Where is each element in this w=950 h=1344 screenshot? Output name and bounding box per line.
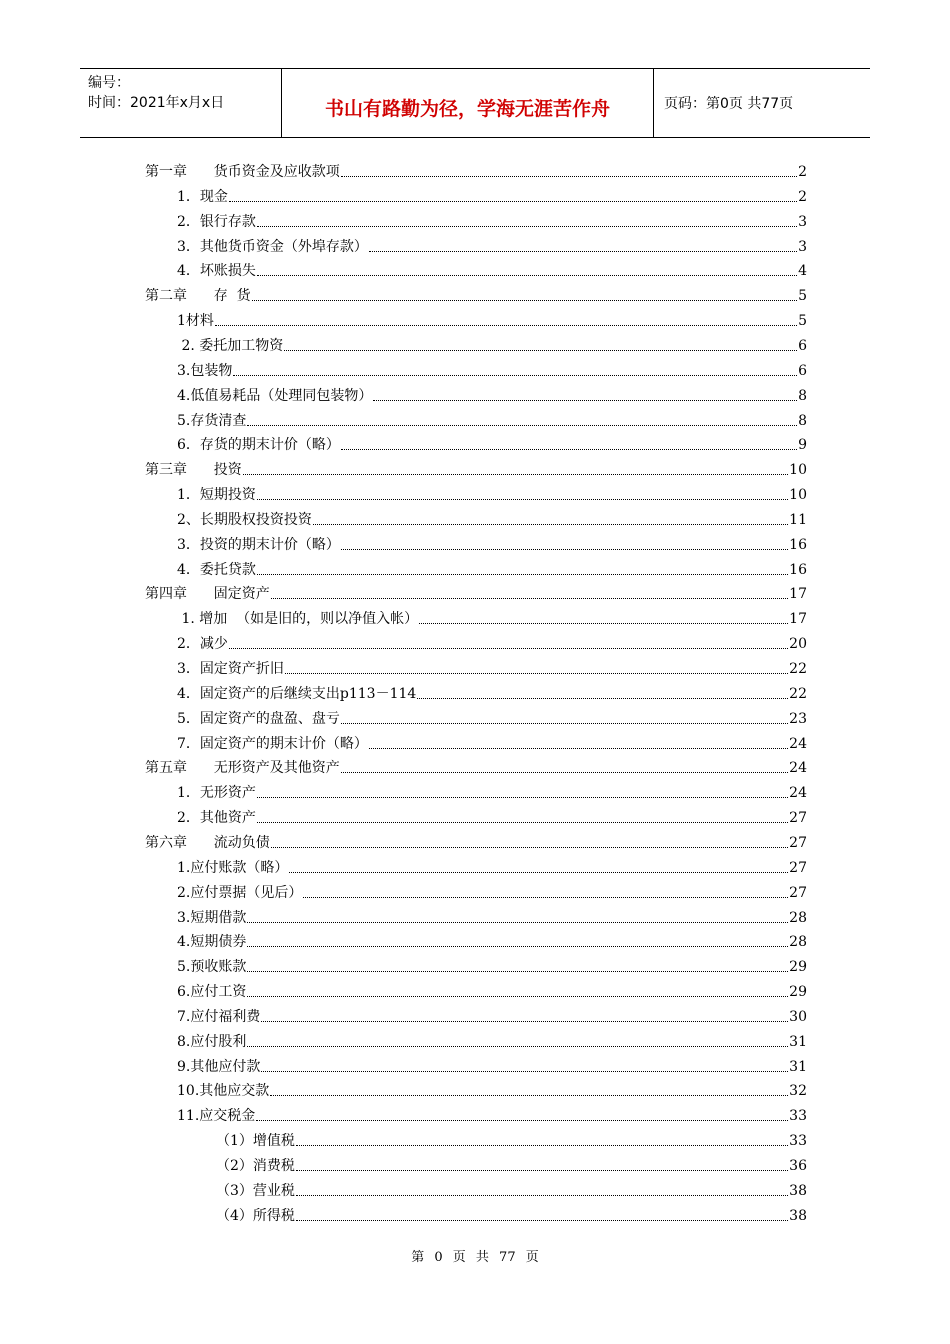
toc-entry-row[interactable] (177, 506, 807, 530)
toc-dot-leader (419, 622, 788, 624)
toc-entry-title: 1. 增加 （如是旧的，则以净值入帐） (177, 611, 419, 628)
toc-page-number: 2 (798, 164, 807, 180)
toc-page-number: 17 (789, 611, 807, 628)
toc-entry-row[interactable] (177, 531, 807, 555)
toc-entry-row[interactable] (177, 382, 807, 406)
toc-dot-leader (257, 573, 788, 575)
toc-entry-row[interactable] (177, 978, 807, 1002)
toc-entry-row[interactable] (177, 730, 807, 754)
toc-page-number: 11 (789, 511, 807, 528)
toc-chapter-row[interactable] (145, 829, 807, 853)
toc-entry-title: 第五章 无形资产及其他资产 (145, 760, 340, 777)
document-number-label: 编号： (88, 75, 130, 91)
toc-entry-row[interactable] (177, 332, 807, 356)
toc-dot-leader (285, 672, 788, 674)
toc-chapter-row[interactable] (145, 158, 807, 182)
toc-page-number: 6 (798, 362, 807, 379)
toc-entry-title: 5.存货清查 (177, 412, 247, 429)
page-header (80, 68, 870, 138)
toc-page-number: 28 (789, 934, 807, 951)
toc-dot-leader (270, 1094, 788, 1096)
toc-page-number: 17 (789, 586, 807, 603)
toc-entry-row[interactable] (177, 804, 807, 828)
toc-page-number: 24 (789, 785, 807, 802)
toc-page-number: 30 (789, 1008, 807, 1025)
toc-page-number: 31 (789, 1033, 807, 1050)
toc-page-number: 24 (789, 760, 807, 777)
toc-dot-leader (215, 324, 797, 326)
toc-page-number: 8 (798, 412, 807, 429)
toc-dot-leader (257, 225, 797, 227)
toc-page-number: 29 (789, 959, 807, 976)
toc-entry-row[interactable] (216, 1152, 807, 1176)
toc-entry-row[interactable] (177, 556, 807, 580)
header-motto: 书山有路勤为径，学海无涯苦作舟 (282, 69, 654, 137)
toc-entry-title: （3）营业税 (216, 1182, 295, 1199)
toc-entry-row[interactable] (177, 183, 807, 207)
toc-entry-row[interactable] (177, 431, 807, 455)
toc-page-number: 16 (789, 561, 807, 578)
toc-page-number: 29 (789, 984, 807, 1001)
toc-dot-leader (313, 523, 788, 525)
toc-entry-title: 4．坏账损失 (177, 263, 256, 280)
toc-dot-leader (296, 1169, 788, 1171)
toc-dot-leader (257, 796, 788, 798)
toc-entry-title: 第二章 存 货 (145, 288, 251, 305)
toc-entry-title: 10.其他应交款 (177, 1083, 270, 1100)
toc-page-number: 10 (789, 487, 807, 504)
toc-dot-leader (284, 349, 797, 351)
toc-dot-leader (256, 1119, 788, 1121)
toc-entry-row[interactable] (177, 1003, 807, 1027)
toc-page-number: 22 (789, 685, 807, 702)
toc-entry-row[interactable] (177, 1102, 807, 1126)
toc-page-number: 23 (789, 710, 807, 727)
toc-page-number: 5 (798, 313, 807, 330)
toc-page-number: 6 (798, 337, 807, 354)
toc-page-number: 22 (789, 661, 807, 677)
toc-entry-title: 6．存货的期末计价（略） (177, 437, 340, 454)
toc-page-number: 31 (789, 1058, 807, 1075)
toc-page-number: 38 (789, 1207, 807, 1224)
toc-page-number: 10 (789, 462, 807, 479)
toc-page-number: 8 (798, 387, 807, 404)
toc-dot-leader (289, 871, 788, 873)
toc-entry-title: 2. 委托加工物资 (177, 337, 284, 354)
toc-dot-leader (271, 846, 788, 848)
toc-dot-leader (247, 921, 788, 923)
toc-dot-leader (261, 1070, 788, 1072)
toc-entry-row[interactable] (177, 953, 807, 977)
toc-page-number: 2 (798, 188, 807, 205)
toc-chapter-row[interactable] (145, 456, 807, 480)
toc-dot-leader (369, 747, 788, 749)
toc-dot-leader (247, 1045, 788, 1047)
header-left-cell (80, 69, 282, 137)
toc-entry-title: 9.其他应付款 (177, 1058, 261, 1075)
toc-page-number: 27 (789, 810, 807, 827)
toc-entry-title: 1．现金 (177, 188, 228, 205)
toc-entry-row[interactable] (177, 307, 807, 331)
toc-entry-title: 2．减少 (177, 636, 228, 653)
toc-entry-title: （1）增值税 (216, 1133, 295, 1150)
toc-dot-leader (229, 200, 797, 202)
toc-entry-row[interactable] (177, 481, 807, 505)
toc-entry-row[interactable] (177, 1077, 807, 1101)
toc-entry-title: 3．固定资产折旧 (177, 661, 284, 677)
toc-entry-row[interactable] (177, 928, 807, 952)
toc-dot-leader (252, 299, 797, 301)
toc-page-number: 33 (789, 1108, 807, 1125)
toc-dot-leader (341, 771, 788, 773)
toc-entry-title: 5．固定资产的盘盈、盘亏 (177, 710, 340, 727)
toc-dot-leader (247, 945, 788, 947)
toc-entry-title: 7.应付福利费 (177, 1008, 261, 1025)
toc-dot-leader (247, 424, 797, 426)
toc-page-number: 28 (789, 909, 807, 926)
toc-dot-leader (341, 722, 788, 724)
toc-entry-title: 6.应付工资 (177, 984, 247, 1001)
toc-dot-leader (247, 970, 788, 972)
toc-entry-row[interactable] (177, 605, 807, 629)
toc-dot-leader (229, 647, 788, 649)
toc-page-number: 24 (789, 735, 807, 752)
toc-entry-title: （2）消费税 (216, 1158, 295, 1174)
toc-dot-leader (233, 374, 797, 376)
toc-dot-leader (257, 274, 797, 276)
toc-dot-leader (257, 498, 788, 500)
toc-entry-row[interactable] (177, 779, 807, 803)
toc-page-number: 27 (789, 884, 807, 901)
toc-entry-title: 4．固定资产的后继续支出p113－114 (177, 685, 417, 702)
toc-entry-row[interactable] (177, 1028, 807, 1052)
toc-dot-leader (341, 548, 788, 550)
page-footer: 第 0 页 共 77 页 (411, 1250, 539, 1265)
toc-page-number: 9 (798, 437, 807, 454)
toc-entry-title: 2.应付票据（见后） (177, 884, 303, 901)
header-page-info: 页码：第0页 共77页 (664, 96, 794, 112)
toc-entry-title: 3．投资的期末计价（略） (177, 536, 340, 553)
toc-page-number: 33 (789, 1133, 807, 1150)
toc-entry-title: 2．其他资产 (177, 810, 256, 827)
toc-entry-row[interactable] (177, 407, 807, 431)
toc-page-number: 20 (789, 636, 807, 653)
toc-entry-row[interactable] (177, 879, 807, 903)
toc-entry-title: 第一章 货币资金及应收款项 (145, 164, 340, 180)
toc-dot-leader (296, 1219, 788, 1221)
toc-entry-title: 第六章 流动负债 (145, 834, 270, 851)
toc-entry-row[interactable] (177, 680, 807, 704)
toc-dot-leader (341, 175, 797, 177)
toc-entry-title: 1．短期投资 (177, 487, 256, 504)
toc-chapter-row[interactable] (145, 282, 807, 306)
document-time-label: 时间：2021年x月x日 (88, 95, 225, 111)
toc-dot-leader (369, 250, 797, 252)
toc-dot-leader (247, 995, 788, 997)
toc-page-number: 27 (789, 859, 807, 876)
toc-dot-leader (296, 1194, 788, 1196)
toc-dot-leader (373, 399, 797, 401)
toc-entry-title: 1．无形资产 (177, 785, 256, 802)
toc-dot-leader (257, 821, 788, 823)
toc-entry-row[interactable] (177, 630, 807, 654)
toc-page-number: 3 (798, 238, 807, 255)
toc-chapter-row[interactable] (145, 754, 807, 778)
toc-dot-leader (303, 896, 788, 898)
toc-entry-title: 5.预收账款 (177, 959, 247, 976)
toc-dot-leader (261, 1020, 788, 1022)
toc-entry-row[interactable] (177, 655, 807, 679)
toc-entry-row[interactable] (216, 1127, 807, 1151)
toc-dot-leader (341, 448, 797, 450)
toc-entry-title: （4）所得税 (216, 1207, 295, 1224)
toc-entry-title: 4.短期债券 (177, 934, 247, 951)
toc-page-number: 3 (798, 213, 807, 230)
toc-entry-row[interactable] (177, 208, 807, 232)
toc-entry-title: 3.包装物 (177, 362, 233, 379)
toc-dot-leader (296, 1144, 788, 1146)
toc-entry-title: 1.应付账款（略） (177, 859, 289, 876)
toc-dot-leader (417, 697, 788, 699)
toc-entry-row[interactable] (177, 854, 807, 878)
toc-page-number: 4 (798, 263, 807, 280)
toc-entry-title: 4．委托贷款 (177, 561, 256, 578)
toc-page-number: 5 (798, 288, 807, 305)
toc-page-number: 16 (789, 536, 807, 553)
toc-entry-row[interactable] (216, 1202, 807, 1226)
toc-entry-row[interactable] (177, 357, 807, 381)
toc-page-number: 32 (789, 1083, 807, 1100)
toc-entry-title: 8.应付股利 (177, 1033, 247, 1050)
toc-entry-row[interactable] (177, 705, 807, 729)
toc-entry-title: 11.应交税金 (177, 1108, 256, 1125)
toc-entry-title: 2、长期股权投资投资 (177, 511, 312, 528)
toc-entry-title: 3．其他货币资金（外埠存款） (177, 238, 368, 255)
toc-entry-row[interactable] (177, 904, 807, 928)
toc-page-number: 36 (789, 1158, 807, 1174)
toc-entry-title: 1材料 (177, 313, 214, 330)
toc-dot-leader (243, 473, 788, 475)
toc-chapter-row[interactable] (145, 580, 807, 604)
toc-page-number: 27 (789, 834, 807, 851)
toc-entry-row[interactable] (177, 1053, 807, 1077)
toc-dot-leader (271, 597, 788, 599)
toc-entry-title: 3.短期借款 (177, 909, 247, 926)
toc-page-number: 38 (789, 1182, 807, 1199)
toc-entry-title: 4.低值易耗品（处理同包装物） (177, 387, 373, 404)
toc-entry-title: 2．银行存款 (177, 213, 256, 230)
toc-entry-row[interactable] (177, 233, 807, 257)
toc-entry-row[interactable] (177, 257, 807, 281)
toc-entry-row[interactable] (216, 1177, 807, 1201)
toc-entry-title: 第三章 投资 (145, 462, 242, 479)
toc-entry-title: 7．固定资产的期末计价（略） (177, 735, 368, 752)
toc-entry-title: 第四章 固定资产 (145, 586, 270, 603)
